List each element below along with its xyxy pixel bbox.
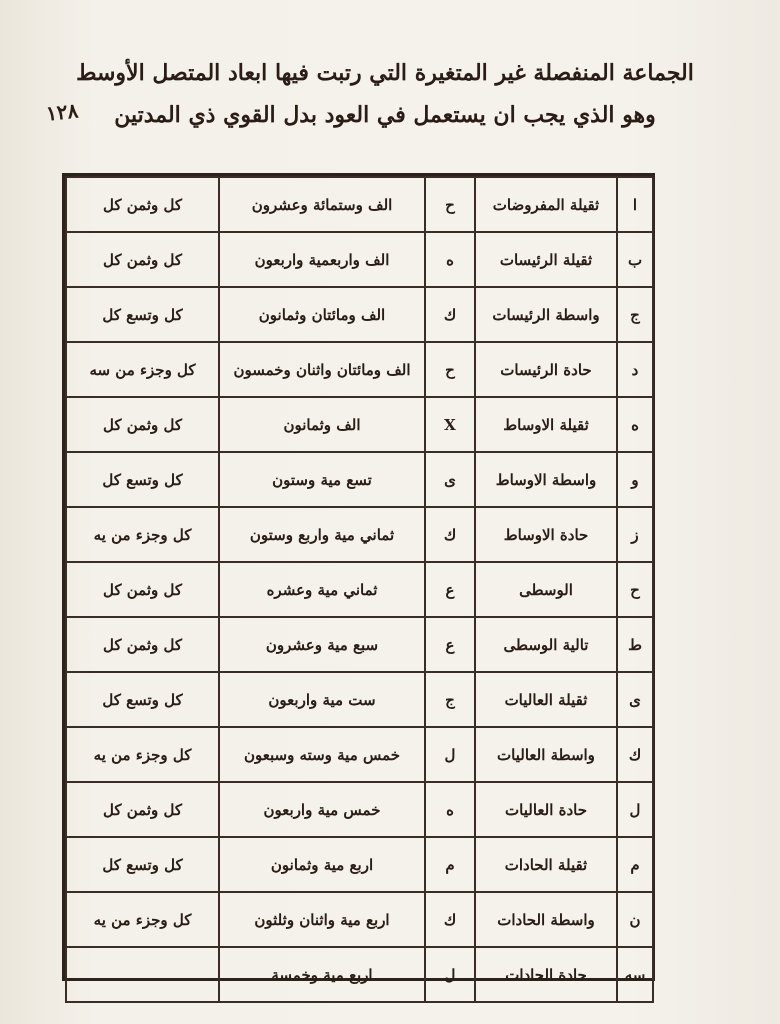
table-row (66, 947, 653, 1002)
row-letter: ط (617, 617, 653, 672)
row-letter: ب (617, 232, 653, 287)
row-letter: و (617, 452, 653, 507)
row-ratio: ثماني مية وعشره (219, 562, 425, 617)
row-sign: ك (425, 507, 475, 562)
row-ratio: الف واربعمية واربعون (219, 232, 425, 287)
row-part: كل وثمن كل (66, 782, 219, 837)
table-row (66, 727, 653, 782)
page-heading (60, 52, 710, 136)
row-sign: ى (425, 452, 475, 507)
row-part: كل وثمن كل (66, 397, 219, 452)
row-ratio: الف ومائتان واثنان وخمسون (219, 342, 425, 397)
row-sign: م (425, 837, 475, 892)
table-row (66, 397, 653, 452)
table-row (66, 232, 653, 287)
row-name: ثقيلة الحادات (475, 837, 617, 892)
row-ratio: تسع مية وستون (219, 452, 425, 507)
row-name: تالية الوسطى (475, 617, 617, 672)
row-part: كل وثمن كل (66, 232, 219, 287)
row-part: كل وتسع كل (66, 837, 219, 892)
row-sign: ك (425, 287, 475, 342)
row-name: حادة الاوساط (475, 507, 617, 562)
row-part: كل وجزء من سه (66, 342, 219, 397)
row-sign: ه (425, 782, 475, 837)
row-ratio: اربع مية وثمانون (219, 837, 425, 892)
row-ratio: خمس مية واربعون (219, 782, 425, 837)
row-name: واسطة الرئيسات (475, 287, 617, 342)
heading-line-1: الجماعة المنفصلة غير المتغيرة التي رتبت فيها ابعاد المتصل الأوسط (76, 60, 694, 86)
row-ratio: الف وستمائة وعشرون (219, 177, 425, 232)
row-name: واسطة الاوساط (475, 452, 617, 507)
row-name: حادة الرئيسات (475, 342, 617, 397)
row-part: كل وجزء من يه (66, 892, 219, 947)
row-part: كل وتسع كل (66, 672, 219, 727)
row-ratio: اربع مية واثنان وثلثون (219, 892, 425, 947)
row-letter: ن (617, 892, 653, 947)
row-name: واسطة العاليات (475, 727, 617, 782)
row-ratio: خمس مية وسته وسبعون (219, 727, 425, 782)
row-sign: ع (425, 562, 475, 617)
table-row (66, 342, 653, 397)
row-sign: ل (425, 947, 475, 1002)
row-sign: ه (425, 232, 475, 287)
row-letter: ى (617, 672, 653, 727)
row-sign: X (425, 397, 475, 452)
row-letter: ز (617, 507, 653, 562)
row-name: ثقيلة المفروضات (475, 177, 617, 232)
table-row (66, 507, 653, 562)
row-ratio: الف ومائتان وثمانون (219, 287, 425, 342)
row-name: الوسطى (475, 562, 617, 617)
row-ratio: الف وثمانون (219, 397, 425, 452)
row-sign: ح (425, 177, 475, 232)
table-row (66, 177, 653, 232)
row-letter: ه (617, 397, 653, 452)
row-letter: ل (617, 782, 653, 837)
table-row (66, 837, 653, 892)
row-part: كل وثمن كل (66, 177, 219, 232)
row-ratio: ثماني مية واربع وستون (219, 507, 425, 562)
heading-line-2: وهو الذي يجب ان يستعمل في العود بدل القوي ذي المدتين (114, 102, 656, 128)
row-ratio: اربع مية وخمسة (219, 947, 425, 1002)
table-row (66, 782, 653, 837)
table-row (66, 617, 653, 672)
table-row (66, 892, 653, 947)
row-sign: ك (425, 892, 475, 947)
table-row (66, 452, 653, 507)
row-name: واسطة الحادات (475, 892, 617, 947)
row-letter: ا (617, 177, 653, 232)
row-letter: ح (617, 562, 653, 617)
page-number: ١٢٨ (44, 98, 80, 126)
row-part: كل وتسع كل (66, 452, 219, 507)
row-name: ثقيلة العاليات (475, 672, 617, 727)
row-sign: ح (425, 342, 475, 397)
row-part: كل وثمن كل (66, 617, 219, 672)
row-name: ثقيلة الاوساط (475, 397, 617, 452)
row-ratio: سبع مية وعشرون (219, 617, 425, 672)
row-letter: ك (617, 727, 653, 782)
row-name: حادة العاليات (475, 782, 617, 837)
row-letter: سه (617, 947, 653, 1002)
table-row (66, 287, 653, 342)
row-letter: م (617, 837, 653, 892)
row-letter: د (617, 342, 653, 397)
row-part: كل وتسع كل (66, 287, 219, 342)
row-part (66, 947, 219, 1002)
row-name: ثقيلة الرئيسات (475, 232, 617, 287)
row-part: كل وجزء من يه (66, 507, 219, 562)
table-row (66, 672, 653, 727)
row-part: كل وجزء من يه (66, 727, 219, 782)
row-ratio: ست مية واربعون (219, 672, 425, 727)
table-row (66, 562, 653, 617)
row-letter: ج (617, 287, 653, 342)
row-name: حادة الحادات (475, 947, 617, 1002)
row-sign: ج (425, 672, 475, 727)
tone-table (65, 176, 654, 1003)
row-part: كل وثمن كل (66, 562, 219, 617)
row-sign: ع (425, 617, 475, 672)
row-sign: ل (425, 727, 475, 782)
